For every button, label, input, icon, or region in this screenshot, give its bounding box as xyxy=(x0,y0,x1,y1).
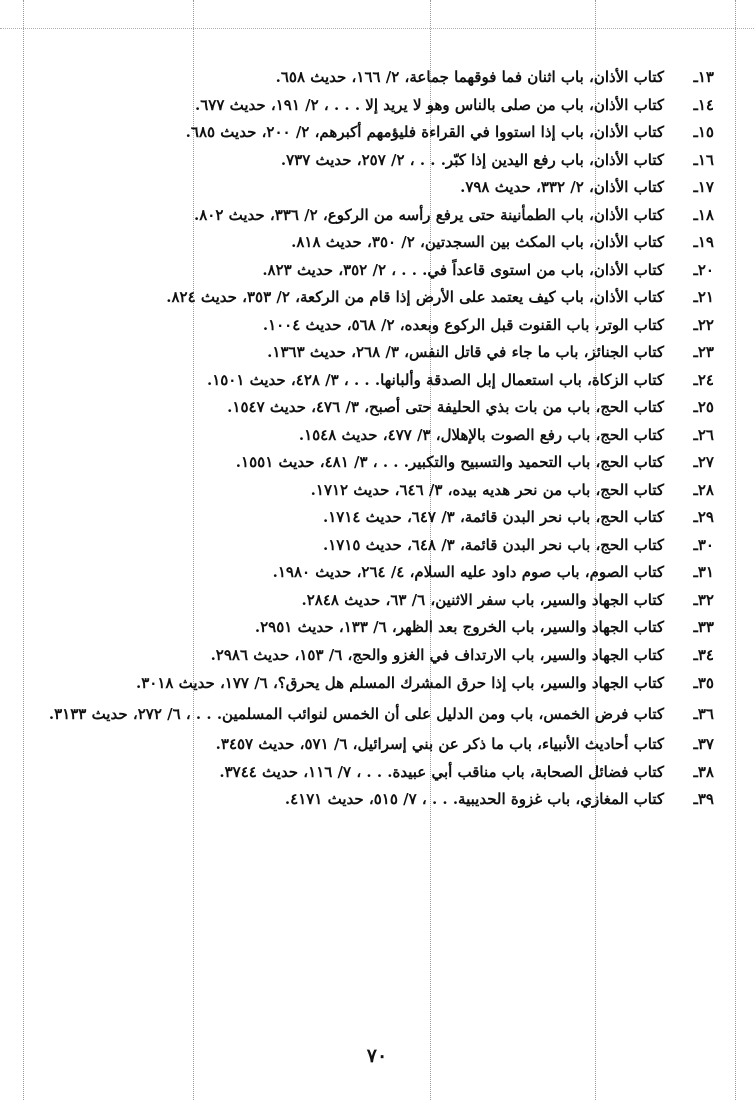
entry-text: كتاب الأذان، باب المكث بين السجدتين، ٢/ ٣٥٠، حديث ٨١٨. xyxy=(291,233,664,251)
reference-entry xyxy=(28,339,714,367)
entry-text: كتاب الأذان، باب كيف يعتمد على الأرض إذا قام من الركعة، ٢/ ٣٥٣، حديث ٨٢٤. xyxy=(166,288,664,306)
reference-entry xyxy=(28,284,714,312)
reference-entry xyxy=(28,64,714,92)
entry-number: ١٥ـ xyxy=(693,123,714,141)
entry-number: ٣٦ـ xyxy=(693,705,714,723)
entry-text: كتاب الجهاد والسير، باب الارتداف في الغزو والحج، ٦/ ١٥٣، حديث ٢٩٨٦. xyxy=(210,645,664,664)
entry-text: كتاب الحج، باب نحر البدن قائمة، ٣/ ٦٤٨، حديث ١٧١٥. xyxy=(322,535,664,554)
entry-text: كتاب الأذان، باب من استوى قاعداً في. . . ، ٢/ ٣٥٢، حديث ٨٢٣. xyxy=(262,260,664,279)
reference-entry xyxy=(28,642,714,670)
entry-number: ٣٧ـ xyxy=(693,735,714,753)
reference-entry xyxy=(28,504,714,532)
entry-text: كتاب المغازي، باب غزوة الحديبية. . . ، ٧/ ٥١٥، حديث ٤١٧١. xyxy=(284,790,664,808)
entry-number: ٢٣ـ xyxy=(693,343,714,361)
entry-text: كتاب الأذان، باب الطمأنينة حتى يرفع رأسه من الركوع، ٢/ ٣٣٦، حديث ٨٠٢. xyxy=(194,205,664,224)
reference-entry xyxy=(28,312,714,340)
reference-entry xyxy=(28,731,714,759)
reference-entry xyxy=(28,92,714,120)
entry-number: ٣٢ـ xyxy=(693,590,714,609)
entry-number: ٢١ـ xyxy=(693,288,714,306)
entry-number: ٣٤ـ xyxy=(693,645,714,664)
reference-entry xyxy=(28,147,714,175)
reference-entry xyxy=(28,532,714,560)
entry-text: كتاب فضائل الصحابة، باب مناقب أبي عبيدة. . . ، ٧/ ١١٦، حديث ٣٧٤٤. xyxy=(219,762,664,781)
reference-entry xyxy=(28,367,714,395)
entry-text: كتاب فرض الخمس، باب ومن الدليل على أن الخمس لنوائب المسلمين. . . ، ٦/ ٢٧٢، حديث ٣١٣٣. xyxy=(48,705,664,723)
entry-number: ٢٨ـ xyxy=(693,480,714,499)
entry-number: ٢٦ـ xyxy=(693,425,714,444)
reference-entry xyxy=(28,477,714,505)
entry-text: كتاب الجهاد والسير، باب سفر الاثنين، ٦/ ٦٣، حديث ٢٨٤٨. xyxy=(301,590,664,609)
entry-text: كتاب أحاديث الأنبياء، باب ما ذكر عن بني إسرائيل، ٦/ ٥٧١، حديث ٣٤٥٧. xyxy=(215,735,664,753)
entry-text: كتاب الزكاة، باب استعمال إبل الصدقة وألبانها. . . ، ٣/ ٤٢٨، حديث ١٥٠١. xyxy=(206,370,664,389)
entry-text: كتاب الحج، باب التحميد والتسبيح والتكبير. . . ، ٣/ ٤٨١، حديث ١٥٥١. xyxy=(235,453,664,471)
entry-number: ٣٥ـ xyxy=(693,674,714,692)
reference-entry xyxy=(28,394,714,422)
reference-entry xyxy=(28,759,714,787)
dotted-guide-line xyxy=(735,0,736,1100)
entry-number: ١٣ـ xyxy=(693,68,714,86)
reference-entry xyxy=(28,422,714,450)
entry-number: ٢٤ـ xyxy=(693,370,714,389)
dotted-guide-line xyxy=(23,0,24,1100)
entry-number: ٣٨ـ xyxy=(693,762,714,781)
reference-entry xyxy=(28,119,714,147)
dotted-guide-line xyxy=(0,28,754,29)
reference-entry xyxy=(28,587,714,615)
reference-entry xyxy=(28,669,714,698)
entry-number: ١٧ـ xyxy=(693,178,714,196)
entry-text: كتاب الصوم، باب صوم داود عليه السلام، ٤/ ٢٦٤، حديث ١٩٨٠. xyxy=(272,563,664,581)
entry-number: ٢٧ـ xyxy=(693,453,714,471)
reference-entry xyxy=(28,786,714,814)
entry-text: كتاب الوتر، باب القنوت قبل الركوع وبعده، ٢/ ٥٦٨، حديث ١٠٠٤. xyxy=(262,315,664,334)
entry-text: كتاب الحج، باب من نحر هديه بيده، ٣/ ٦٤٦، حديث ١٧١٢. xyxy=(310,480,664,499)
entry-number: ٢٥ـ xyxy=(693,398,714,416)
entry-number: ١٩ـ xyxy=(693,233,714,251)
entry-number: ١٦ـ xyxy=(693,150,714,169)
reference-list xyxy=(28,64,714,814)
entry-text: كتاب الجنائز، باب ما جاء في قاتل النفس، ٣/ ٢٦٨، حديث ١٣٦٣. xyxy=(267,343,664,361)
entry-number: ٢٠ـ xyxy=(693,260,714,279)
entry-number: ٣٣ـ xyxy=(693,618,714,636)
reference-entry xyxy=(28,700,714,729)
entry-text: كتاب الأذان، باب رفع اليدين إذا كبّر. . . ، ٢/ ٢٥٧، حديث ٧٣٧. xyxy=(280,150,664,169)
entry-number: ٢٢ـ xyxy=(693,315,714,334)
entry-number: ٣١ـ xyxy=(693,563,714,581)
reference-entry xyxy=(28,202,714,230)
entry-number: ٣٠ـ xyxy=(693,535,714,554)
entry-text: كتاب الأذان، باب اثنان فما فوقهما جماعة، ٢/ ١٦٦، حديث ٦٥٨. xyxy=(275,68,664,86)
entry-text: كتاب الأذان، باب إذا استووا في القراءة فليؤمهم أكبرهم، ٢/ ٢٠٠، حديث ٦٨٥. xyxy=(185,123,664,141)
entry-text: كتاب الحج، باب من بات بذي الحليفة حتى أصبح، ٣/ ٤٧٦، حديث ١٥٤٧. xyxy=(227,398,664,416)
entry-number: ٣٩ـ xyxy=(693,790,714,808)
entry-number: ١٤ـ xyxy=(693,95,714,114)
reference-entry xyxy=(28,174,714,202)
reference-entry xyxy=(28,614,714,642)
entry-text: كتاب الجهاد والسير، باب الخروج بعد الظهر، ٦/ ١٣٣، حديث ٢٩٥١. xyxy=(254,618,664,636)
entry-text: كتاب الأذان، باب من صلى بالناس وهو لا يريد إلا . . . ، ٢/ ١٩١، حديث ٦٧٧. xyxy=(194,95,664,114)
reference-entry xyxy=(28,559,714,587)
entry-text: كتاب الأذان، ٢/ ٣٣٢، حديث ٧٩٨. xyxy=(460,178,664,196)
entry-number: ٢٩ـ xyxy=(693,508,714,526)
entry-text: كتاب الحج، باب رفع الصوت بالإهلال، ٣/ ٤٧٧، حديث ١٥٤٨. xyxy=(298,425,664,444)
reference-entry xyxy=(28,229,714,257)
entry-text: كتاب الجهاد والسير، باب إذا حرق المشرك المسلم هل يحرق؟، ٦/ ١٧٧، حديث ٣٠١٨. xyxy=(135,674,664,692)
page-number: ٧٠ xyxy=(366,1045,388,1067)
entry-text: كتاب الحج، باب نحر البدن قائمة، ٣/ ٦٤٧، حديث ١٧١٤. xyxy=(322,508,664,526)
reference-entry xyxy=(28,449,714,477)
reference-entry xyxy=(28,257,714,285)
entry-number: ١٨ـ xyxy=(693,205,714,224)
